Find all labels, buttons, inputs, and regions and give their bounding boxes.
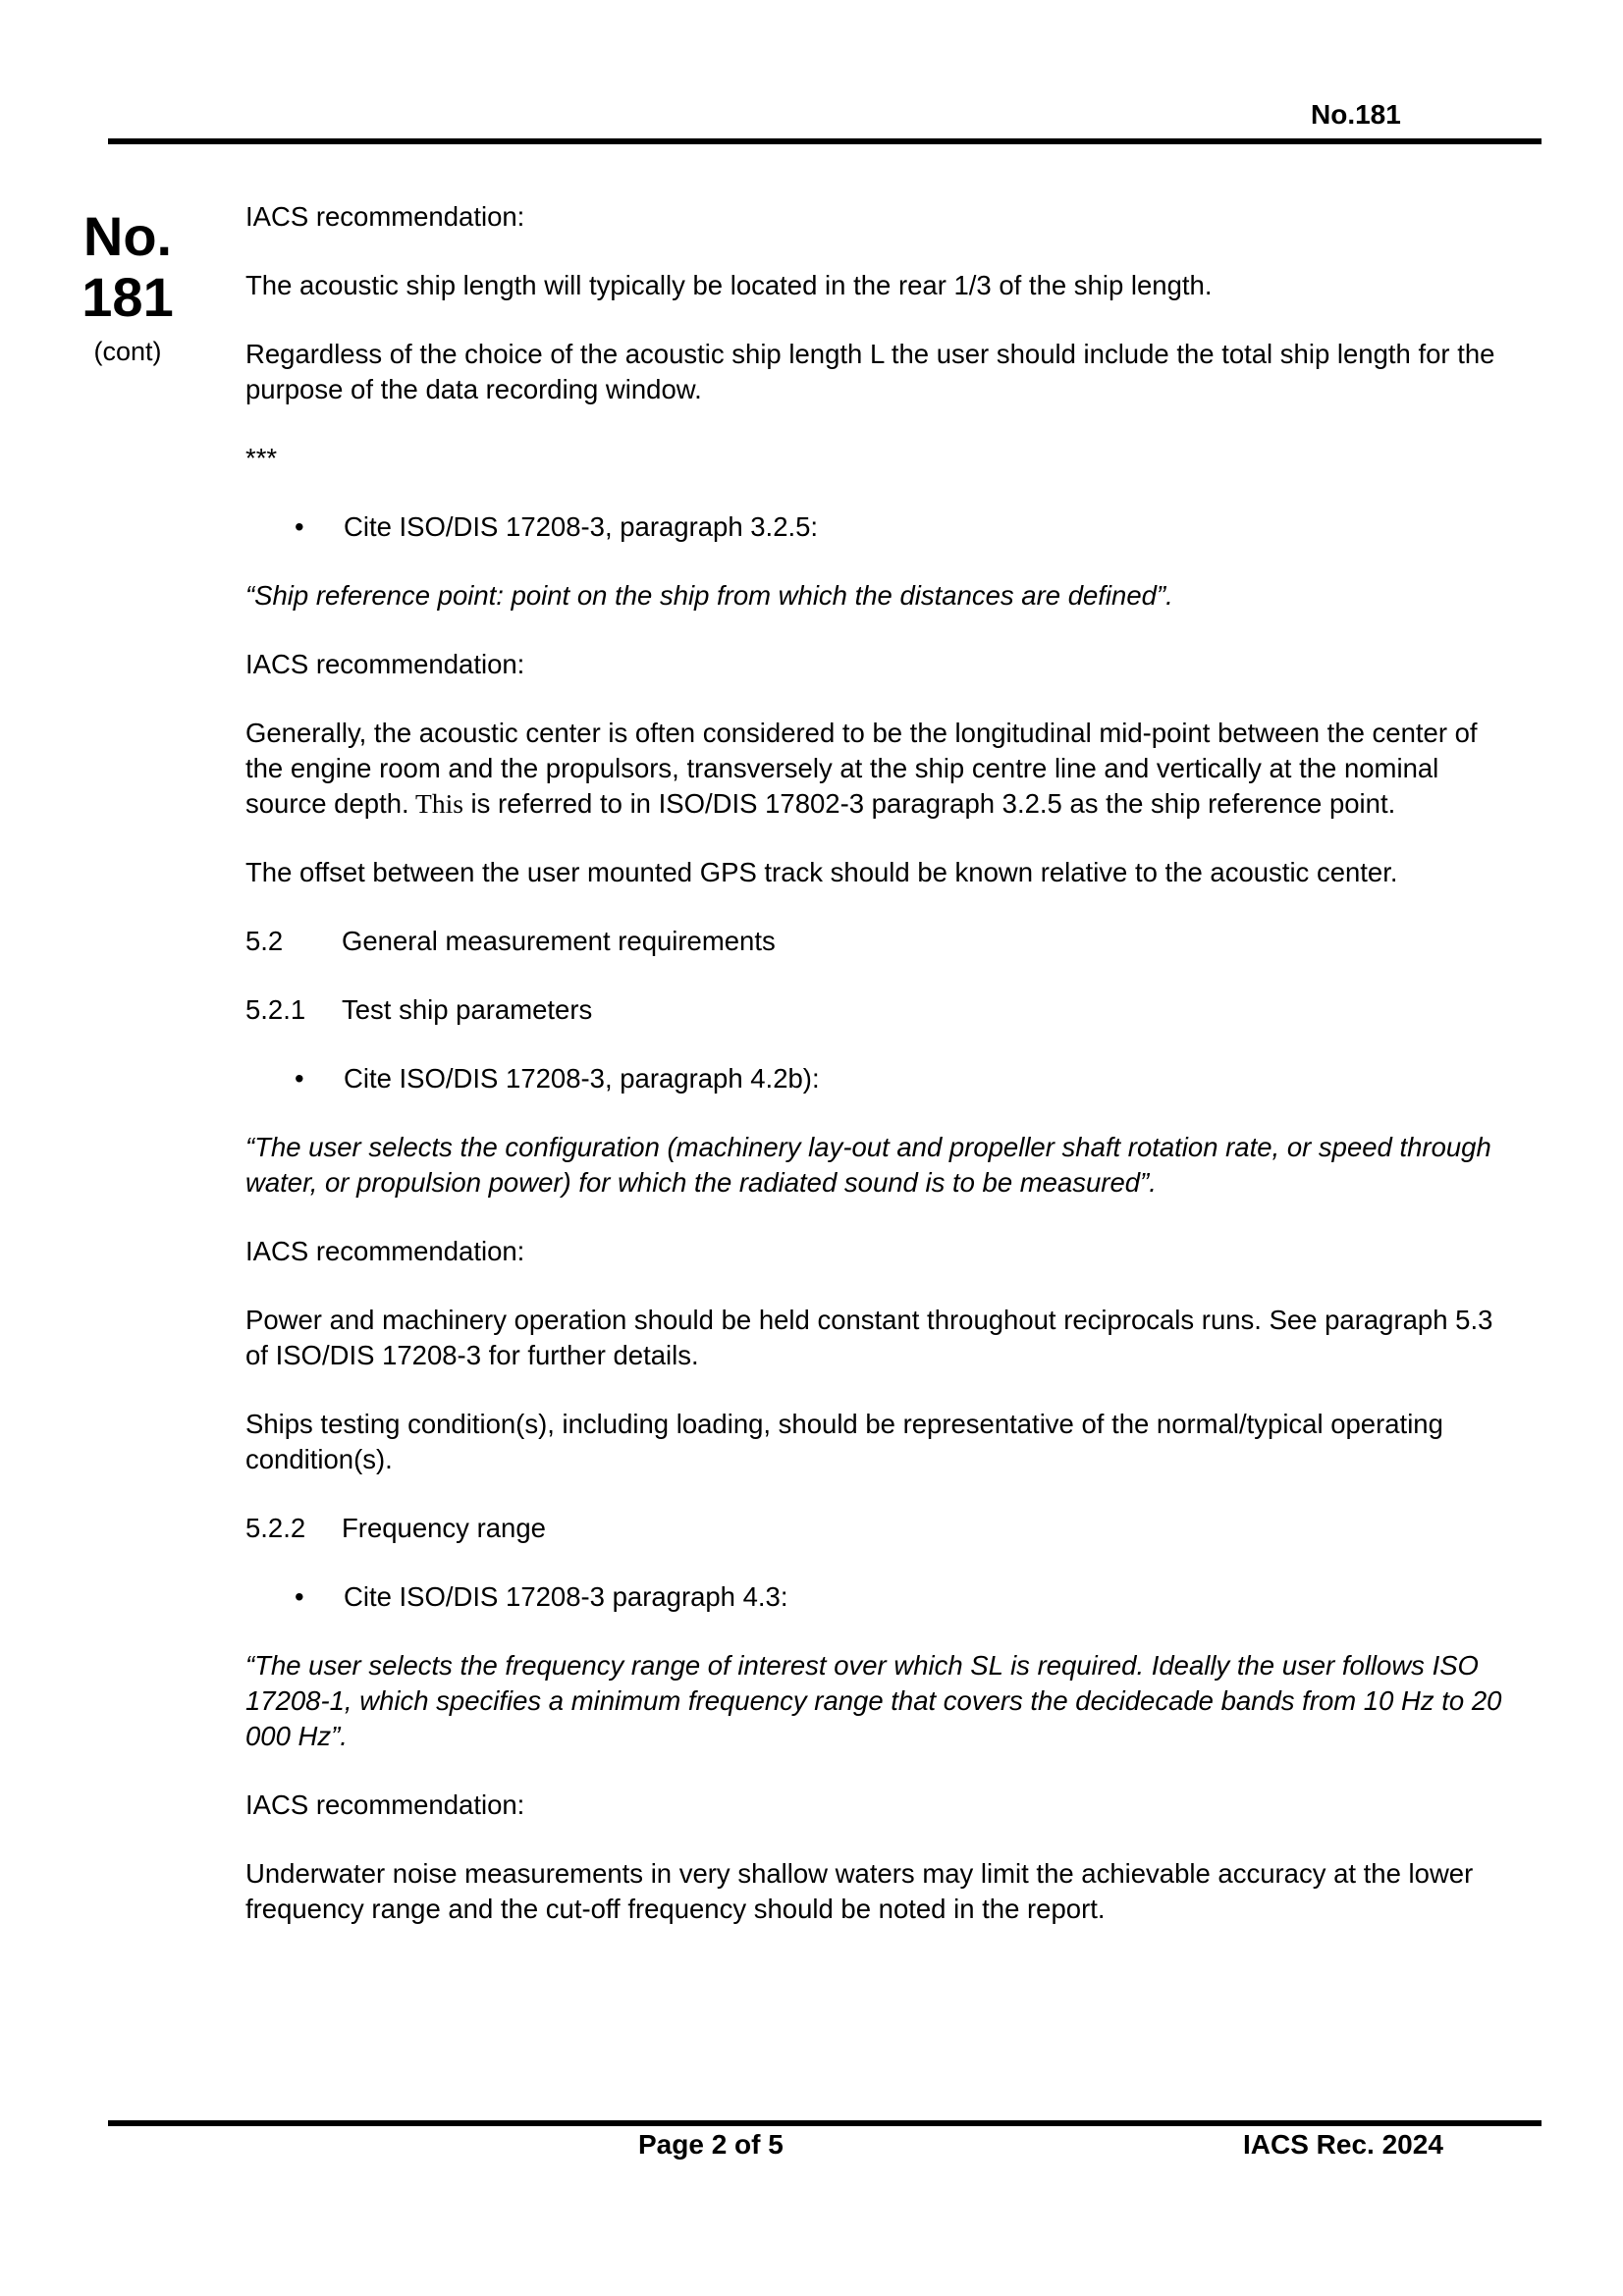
document-body: [245, 199, 1502, 1960]
sidebar-continued-label: (cont): [93, 337, 162, 366]
header-rule: [108, 138, 1542, 144]
paragraph-part-serif: This: [408, 788, 463, 819]
section-title: Frequency range: [342, 1513, 546, 1543]
section-heading: [245, 924, 1502, 959]
paragraph: The acoustic ship length will typically be located in the rear 1/3 of the ship length.: [245, 270, 1213, 300]
paragraph: IACS recommendation:: [245, 649, 525, 679]
section-title: Test ship parameters: [342, 994, 593, 1025]
sidebar-recommendation-number: [79, 206, 177, 328]
section-number: 5.2.1: [245, 994, 306, 1025]
bullet-text: Cite ISO/DIS 17208-3, paragraph 4.2b):: [344, 1063, 820, 1094]
bullet-icon: •: [295, 1581, 304, 1612]
paragraph: IACS recommendation:: [245, 1236, 525, 1266]
quote-paragraph: “The user selects the frequency range of interest over which SL is required. Ideally the user follows ISO 17208-1, which specifies a minimum frequency range that covers the decidecade bands from 10 Hz to 20 000 Hz”.: [245, 1650, 1502, 1751]
bullet-text: Cite ISO/DIS 17208-3, paragraph 3.2.5:: [344, 511, 819, 542]
section-heading: [245, 992, 1502, 1028]
separator-stars: ***: [245, 443, 278, 473]
quote-paragraph: “The user selects the configuration (machinery lay-out and propeller shaft rotation rate, or speed through water, or propulsion power) for which the radiated sound is to be measured”.: [245, 1132, 1491, 1198]
bullet-text: Cite ISO/DIS 17208-3 paragraph 4.3:: [344, 1581, 788, 1612]
bullet-icon: •: [295, 1063, 304, 1094]
footer-page-number: Page 2 of 5: [638, 2129, 784, 2160]
section-number: 5.2.2: [245, 1513, 306, 1543]
paragraph: The offset between the user mounted GPS track should be known relative to the acoustic center.: [245, 857, 1398, 887]
sidebar-no-value: 181: [81, 266, 174, 328]
paragraph: IACS recommendation:: [245, 201, 525, 232]
paragraph: Underwater noise measurements in very shallow waters may limit the achievable accuracy at the lower frequency range and the cut-off frequency should be noted in the report.: [245, 1858, 1474, 1924]
header-document-number: No.181: [1311, 99, 1401, 130]
paragraph: Ships testing condition(s), including loading, should be representative of the normal/typical operating condition(s).: [245, 1409, 1443, 1474]
footer-recommendation-label: IACS Rec. 2024: [1243, 2129, 1443, 2160]
paragraph: Regardless of the choice of the acoustic ship length L the user should include the total ship length for the purpose of the data recording window.: [245, 339, 1495, 404]
bullet-item: [245, 1579, 1502, 1615]
bullet-item: [245, 509, 1502, 545]
sidebar-no-label: No.: [82, 205, 173, 267]
bullet-item: [245, 1061, 1502, 1096]
paragraph: IACS recommendation:: [245, 1789, 525, 1820]
section-heading: [245, 1511, 1502, 1546]
paragraph-part: Generally, the acoustic center is often considered to be the longitudinal mid-point between the center of the engine room and the propulsors, transversely at the ship centre line and vertically at the nominal source depth.: [245, 718, 1478, 819]
footer-rule: [108, 2120, 1542, 2126]
bullet-icon: •: [295, 511, 304, 542]
section-title: General measurement requirements: [342, 926, 776, 956]
paragraph: Power and machinery operation should be held constant throughout reciprocals runs. See paragraph 5.3 of ISO/DIS 17208-3 for further details.: [245, 1305, 1493, 1370]
quote-paragraph: “Ship reference point: point on the ship from which the distances are defined”.: [245, 580, 1173, 611]
paragraph: [245, 716, 1502, 822]
paragraph-part: is referred to in ISO/DIS 17802-3 paragraph 3.2.5 as the ship reference point.: [462, 788, 1396, 819]
section-number: 5.2: [245, 926, 284, 956]
